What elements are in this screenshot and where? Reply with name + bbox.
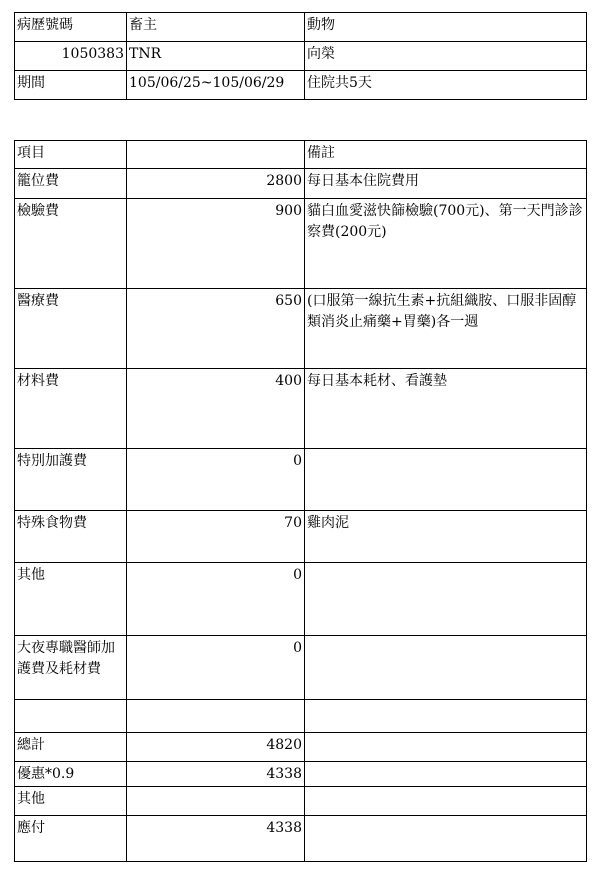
- bill-item: 優惠*0.9: [15, 762, 127, 787]
- bill-row: [15, 762, 587, 787]
- bill-note: 雞肉泥: [305, 511, 587, 563]
- bill-note: (口服第一線抗生素+抗組織胺、口服非固醇類消炎止痛藥+胃藥)各一週: [305, 289, 587, 369]
- bill-note: 貓白血愛滋快篩檢驗(700元)、第一天門診診察費(200元): [305, 199, 587, 289]
- bill-row: [15, 169, 587, 199]
- owner-value: TNR: [127, 42, 305, 71]
- bill-amount: 2800: [127, 169, 305, 199]
- col-item-header: 項目: [15, 141, 127, 169]
- bill-item: 籠位費: [15, 169, 127, 199]
- bill-row: [15, 787, 587, 816]
- bill-row: [15, 563, 587, 636]
- patient-info-table: [14, 12, 587, 100]
- bill-row: [15, 449, 587, 511]
- bill-row: [15, 199, 587, 289]
- bill-item: 特殊食物費: [15, 511, 127, 563]
- animal-value: 向榮: [305, 42, 587, 71]
- bill-note: 每日基本耗材、看護墊: [305, 369, 587, 449]
- bill-amount: 4338: [127, 762, 305, 787]
- bill-note: [305, 762, 587, 787]
- stay-value: 住院共5天: [305, 71, 587, 100]
- bill-row: [15, 733, 587, 762]
- bill-item: 大夜專職醫師加護費及耗材費: [15, 636, 127, 700]
- col-note-header: 備註: [305, 141, 587, 169]
- bill-row: [15, 369, 587, 449]
- bill-amount: 70: [127, 511, 305, 563]
- bill-note: [305, 816, 587, 862]
- bill-row: [15, 700, 587, 733]
- bill-table: [14, 140, 587, 862]
- bill-amount: 0: [127, 563, 305, 636]
- bill-amount: 0: [127, 636, 305, 700]
- bill-amount: [127, 787, 305, 816]
- period-value: 105/06/25~105/06/29: [127, 71, 305, 100]
- bill-row: [15, 636, 587, 700]
- bill-row: [15, 289, 587, 369]
- bill-item: 醫療費: [15, 289, 127, 369]
- owner-label: 畜主: [127, 13, 305, 42]
- bill-item: 其他: [15, 563, 127, 636]
- bill-amount: 4820: [127, 733, 305, 762]
- bill-amount: [127, 700, 305, 733]
- animal-label: 動物: [305, 13, 587, 42]
- bill-item: 總計: [15, 733, 127, 762]
- bill-item: 應付: [15, 816, 127, 862]
- bill-header-row: [15, 141, 587, 169]
- bill-item: 特別加護費: [15, 449, 127, 511]
- bill-amount: 0: [127, 449, 305, 511]
- bill-item: 其他: [15, 787, 127, 816]
- bill-amount: 900: [127, 199, 305, 289]
- bill-note: [305, 787, 587, 816]
- bill-note: [305, 563, 587, 636]
- bill-row: [15, 816, 587, 862]
- bill-note: [305, 733, 587, 762]
- bill-amount: 650: [127, 289, 305, 369]
- bill-row: [15, 511, 587, 563]
- bill-item: 檢驗費: [15, 199, 127, 289]
- bill-item: [15, 700, 127, 733]
- info-value-row: [15, 42, 587, 71]
- record-no-value: 1050383: [15, 42, 127, 71]
- bill-note: 每日基本住院費用: [305, 169, 587, 199]
- info-period-row: [15, 71, 587, 100]
- bill-note: [305, 449, 587, 511]
- bill-amount: 4338: [127, 816, 305, 862]
- info-header-row: [15, 13, 587, 42]
- period-label: 期間: [15, 71, 127, 100]
- col-amount-header: [127, 141, 305, 169]
- bill-note: [305, 700, 587, 733]
- bill-amount: 400: [127, 369, 305, 449]
- bill-note: [305, 636, 587, 700]
- bill-item: 材料費: [15, 369, 127, 449]
- record-no-label: 病歷號碼: [15, 13, 127, 42]
